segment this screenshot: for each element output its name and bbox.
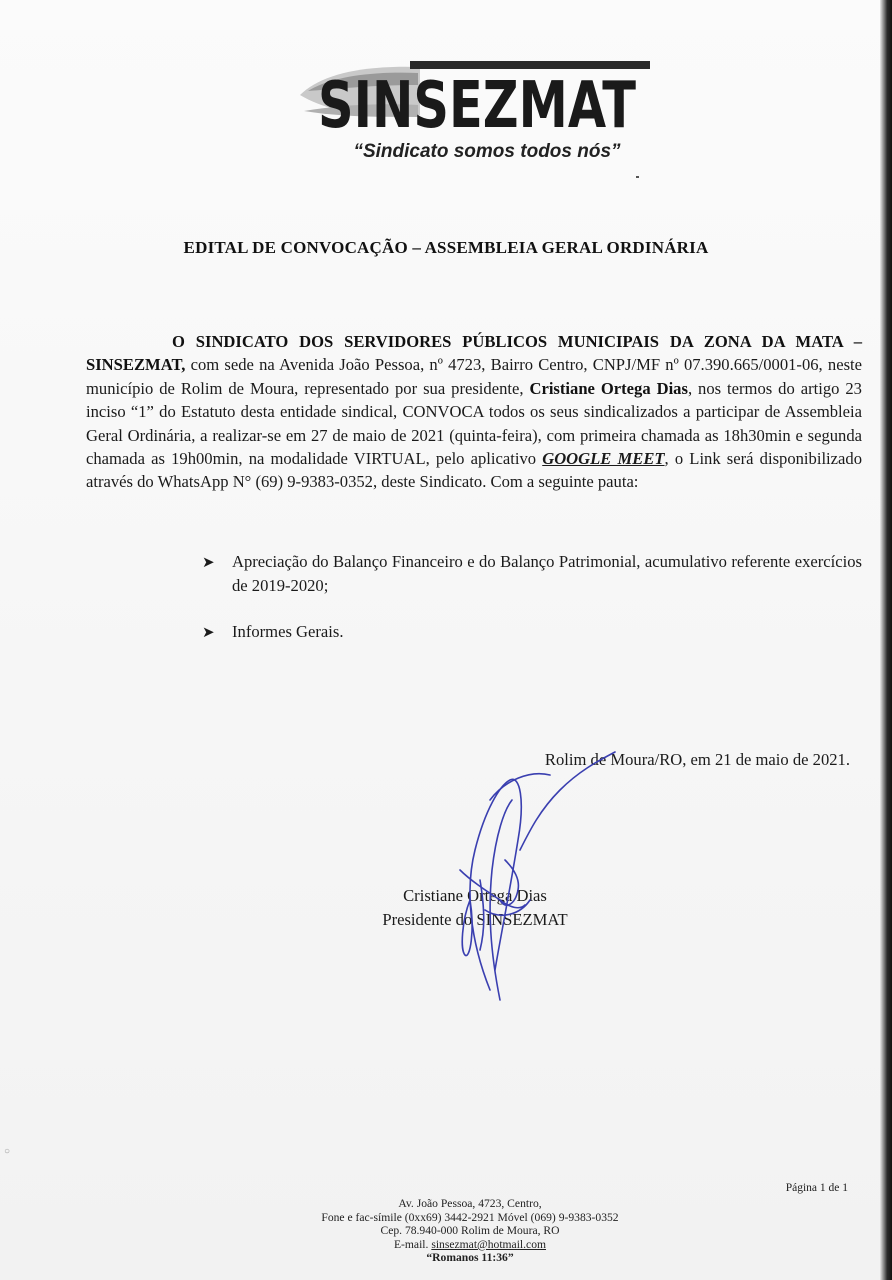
handwritten-signature [430, 740, 630, 1010]
footer-verse: “Romanos 11:36” [426, 1251, 514, 1265]
svg-text:SINSEZMAT: SINSEZMAT [318, 69, 637, 143]
paragraph-text-3: , o Link será disponibilizado através do WhatsApp N° (69) 9-9383-0352, deste Sindicato. Com a seguinte pauta: [86, 449, 862, 492]
footer-cep: Cep. 78.940-000 Rolim de Moura, RO [380, 1224, 560, 1238]
meeting-app-name: GOOGLE MEET [542, 449, 665, 469]
organization-name: O SINDICATO DOS SERVIDORES PÚBLICOS MUNICIPAIS DA ZONA DA MATA – SINSEZMAT, [86, 332, 862, 375]
place-and-date: Rolim de Moura/RO, em 21 de maio de 2021. [544, 750, 850, 769]
signatory-role: Presidente do SINSEZMAT [382, 910, 568, 929]
footer-address: Av. João Pessoa, 4723, Centro, [398, 1197, 542, 1210]
agenda-item [200, 620, 862, 644]
footer-email-link[interactable]: sinsezmat@hotmail.com [431, 1237, 547, 1251]
paragraph-text-1: com sede na Avenida João Pessoa, nº 4723, Bairro Centro, CNPJ/MF nº 07.390.665/0001-06, neste município de Rolim de Moura, representado por sua presidente, [86, 355, 862, 398]
document-title: EDITAL DE CONVOCAÇÃO – ASSEMBLEIA GERAL ORDINÁRIA [183, 238, 709, 257]
arrow-bullet-icon: ➤ [202, 625, 215, 641]
footer-phones: Fone e fac-símile (0xx69) 3442-2921 Móvel (069) 9-9383-0352 [321, 1210, 619, 1224]
page-number: Página 1 de 1 [785, 1182, 848, 1194]
scan-mark-icon: ○ [4, 1146, 11, 1157]
agenda-list [200, 550, 862, 666]
scan-edge-shadow [880, 0, 892, 1280]
scan-speck [636, 176, 639, 178]
logo-slogan: “Sindicato somos todos nós” [353, 141, 621, 162]
agenda-item-text: Apreciação do Balanço Financeiro e do Balanço Patrimonial, acumulativo referente exercícios de 2019-2020; [232, 552, 862, 595]
footer-email-label: E-mail. [393, 1237, 432, 1251]
president-name: Cristiane Ortega Dias [529, 378, 688, 398]
signatory-name: Cristiane Ortega Dias [403, 886, 547, 905]
convocation-paragraph [86, 330, 862, 494]
footer-email-line [290, 1238, 650, 1252]
footer-contact [290, 1197, 650, 1265]
paragraph-text-2: , nos termos do artigo 23 inciso “1” do Estatuto desta entidade sindical, CONVOCA todos os seus sindicalizados a participar de Assembleia Geral Ordinária, a realizar-se em 27 de maio de 2021 (quinta-feira), com primeira chamada as 18h30min e segunda chamada as 19h00min, na modalidade VIRTUAL, pelo aplicativo [86, 378, 862, 469]
arrow-bullet-icon: ➤ [202, 555, 215, 571]
agenda-item [200, 550, 862, 598]
sinsezmat-logo [300, 55, 660, 170]
logo-wordmark [300, 55, 650, 143]
agenda-item-text: Informes Gerais. [232, 622, 344, 641]
